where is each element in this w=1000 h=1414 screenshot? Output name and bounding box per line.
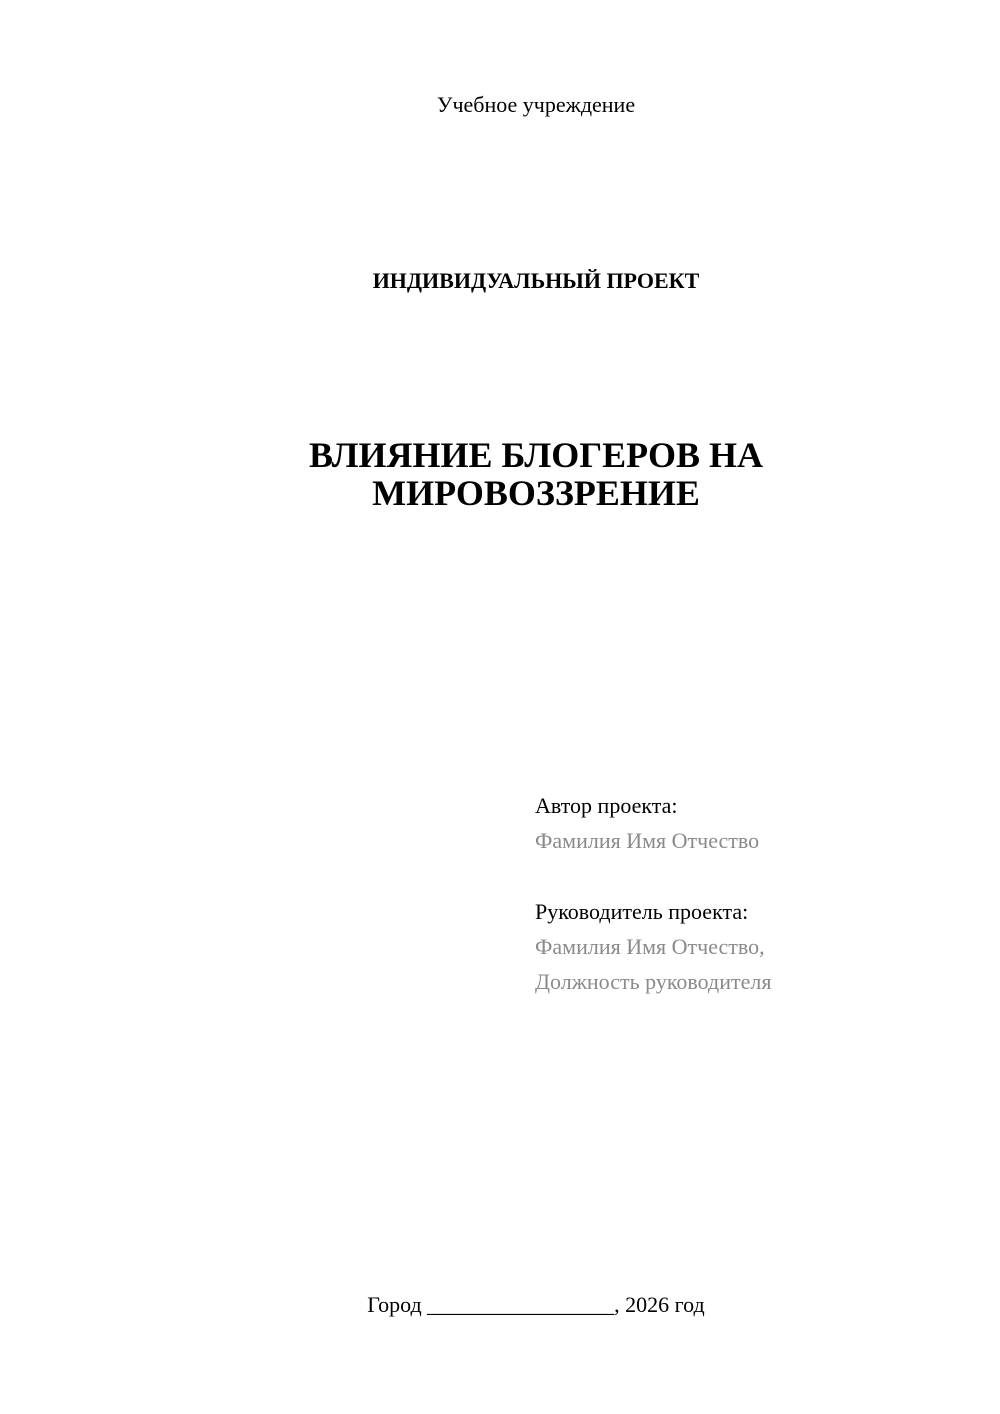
credits-spacer <box>535 858 975 894</box>
institution-name: Учебное учреждение <box>436 92 636 117</box>
supervisor-position: Должность руководителя <box>535 969 772 994</box>
project-credits <box>535 788 975 999</box>
project-title-line-1: ВЛИЯНИЕ БЛОГЕРОВ НА <box>309 435 763 475</box>
project-title <box>0 436 1000 512</box>
supervisor-label: Руководитель проекта: <box>535 899 749 924</box>
document-type: ИНДИВИДУАЛЬНЫЙ ПРОЕКТ <box>372 268 700 293</box>
project-title-line-2: МИРОВОЗЗРЕНИЕ <box>372 473 700 513</box>
author-name: Фамилия Имя Отчество <box>535 828 760 853</box>
city-year-line: Город _________________, 2026 год <box>367 1292 705 1317</box>
supervisor-name: Фамилия Имя Отчество, <box>535 934 765 959</box>
author-label: Автор проекта: <box>535 793 678 818</box>
